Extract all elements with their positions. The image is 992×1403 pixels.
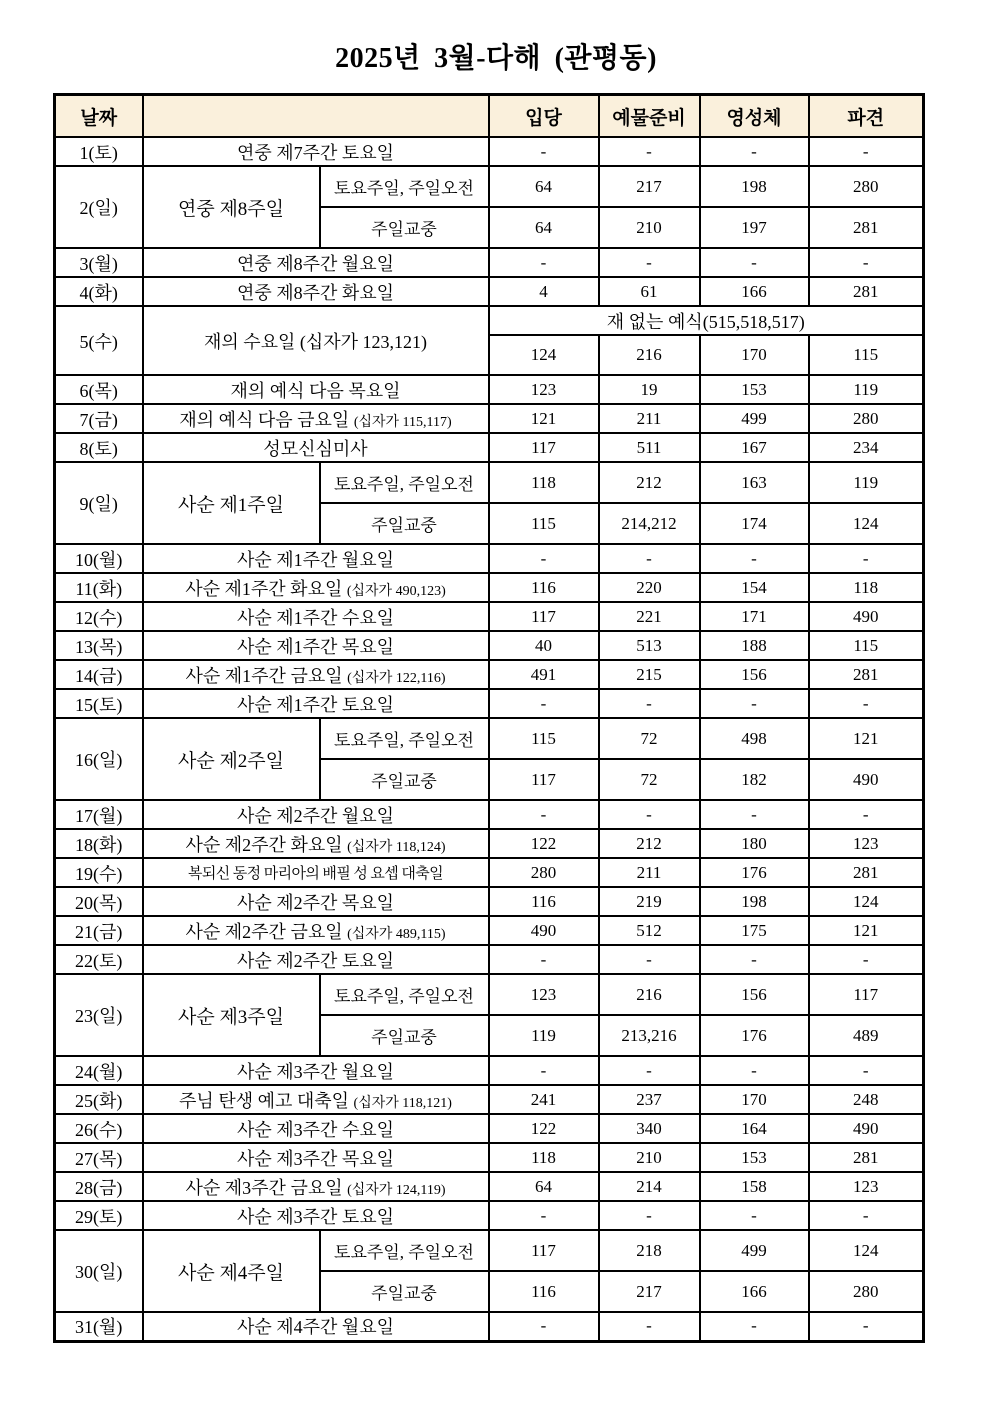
table-row — [55, 631, 924, 660]
mass-label-cell: 주일교중 — [320, 503, 489, 544]
value-cell-entrance: 118 — [489, 1143, 599, 1172]
date-cell: 5(수) — [55, 306, 143, 375]
value-cell-offertory: - — [599, 1056, 700, 1085]
table-row — [55, 306, 924, 335]
table-row — [55, 1172, 924, 1201]
table-row — [55, 1114, 924, 1143]
value-cell-offertory: 340 — [599, 1114, 700, 1143]
value-cell-offertory: 19 — [599, 375, 700, 404]
value-cell-dismissal: 490 — [809, 759, 924, 800]
date-cell: 27(목) — [55, 1143, 143, 1172]
value-cell-offertory: 217 — [599, 1271, 700, 1312]
date-cell: 13(목) — [55, 631, 143, 660]
value-cell-offertory: 212 — [599, 829, 700, 858]
table-row — [55, 800, 924, 829]
value-cell-entrance: 115 — [489, 718, 599, 759]
table-row — [55, 660, 924, 689]
desc-text: 연중 제8주간 월요일 — [236, 253, 395, 274]
desc-text: 사순 제3주간 수요일 — [236, 1119, 395, 1140]
value-cell-offertory: 212 — [599, 462, 700, 503]
date-cell: 24(월) — [55, 1056, 143, 1085]
date-cell: 16(일) — [55, 718, 143, 800]
value-cell-entrance: 116 — [489, 1271, 599, 1312]
desc-text: 사순 제2주간 토요일 — [236, 950, 395, 971]
value-cell-communion: 170 — [700, 335, 809, 375]
value-cell-dismissal: 115 — [809, 631, 924, 660]
header-offertory: 예물준비 — [599, 95, 700, 138]
desc-text: 사순 제3주간 금요일 — [185, 1177, 343, 1198]
date-cell: 28(금) — [55, 1172, 143, 1201]
value-cell-offertory: 219 — [599, 887, 700, 916]
header-date: 날짜 — [55, 95, 143, 138]
value-cell-entrance: 64 — [489, 1172, 599, 1201]
desc-text: 주님 탄생 예고 대축일 — [179, 1090, 350, 1111]
desc-text: 사순 제2주간 월요일 — [236, 805, 395, 826]
desc-text: 사순 제3주간 토요일 — [236, 1206, 395, 1227]
value-cell-offertory: 216 — [599, 974, 700, 1015]
value-cell-communion: 180 — [700, 829, 809, 858]
desc-text: 사순 제2주간 금요일 — [185, 921, 343, 942]
value-cell-dismissal: 118 — [809, 573, 924, 602]
mass-label-cell: 주일교중 — [320, 1015, 489, 1056]
value-cell-communion: 167 — [700, 433, 809, 462]
desc-text: 복되신 동정 마리아의 배필 성 요셉 대축일 — [187, 866, 444, 882]
header-description — [143, 95, 489, 138]
value-cell-offertory: - — [599, 945, 700, 974]
sunday-title-cell: 사순 제4주일 — [143, 1230, 320, 1312]
value-cell-communion: 499 — [700, 1230, 809, 1271]
table-row — [55, 1085, 924, 1114]
date-cell: 4(화) — [55, 277, 143, 306]
mass-label-cell: 토요주일, 주일오전 — [320, 1230, 489, 1271]
table-row — [55, 404, 924, 433]
date-cell: 10(월) — [55, 544, 143, 573]
table-header — [55, 95, 924, 138]
sunday-title-cell: 사순 제3주일 — [143, 974, 320, 1056]
value-cell-entrance: 117 — [489, 1230, 599, 1271]
desc-cell — [143, 375, 489, 404]
desc-cell — [143, 829, 489, 858]
value-cell-entrance: 241 — [489, 1085, 599, 1114]
desc-note: (십자가 490,123) — [346, 583, 446, 599]
value-cell-communion: 166 — [700, 1271, 809, 1312]
mass-label-cell: 토요주일, 주일오전 — [320, 462, 489, 503]
value-cell-communion: 175 — [700, 916, 809, 945]
page-title: 2025년 3월-다해 (관평동) — [335, 43, 657, 74]
value-cell-dismissal: 281 — [809, 207, 924, 248]
date-cell: 9(일) — [55, 462, 143, 544]
date-cell: 2(일) — [55, 166, 143, 248]
value-cell-dismissal: 489 — [809, 1015, 924, 1056]
value-cell-entrance: 280 — [489, 858, 599, 887]
date-cell: 7(금) — [55, 404, 143, 433]
value-cell-dismissal: - — [809, 1201, 924, 1230]
value-cell-offertory: 211 — [599, 404, 700, 433]
date-cell: 18(화) — [55, 829, 143, 858]
desc-cell — [143, 689, 489, 718]
desc-note: (십자가 118,121) — [353, 1095, 452, 1111]
desc-text: 사순 제1주간 토요일 — [236, 694, 395, 715]
value-cell-dismissal: 124 — [809, 1230, 924, 1271]
value-cell-communion: 174 — [700, 503, 809, 544]
value-cell-communion: 153 — [700, 375, 809, 404]
value-cell-entrance: - — [489, 800, 599, 829]
table-row — [55, 1143, 924, 1172]
value-cell-dismissal: 281 — [809, 1143, 924, 1172]
value-cell-entrance: 40 — [489, 631, 599, 660]
value-cell-dismissal: 121 — [809, 718, 924, 759]
value-cell-entrance: 121 — [489, 404, 599, 433]
table-row — [55, 462, 924, 503]
value-cell-communion: 170 — [700, 1085, 809, 1114]
desc-cell — [143, 800, 489, 829]
table-body — [55, 137, 924, 1341]
value-cell-communion: - — [700, 945, 809, 974]
value-cell-offertory: 61 — [599, 277, 700, 306]
value-cell-dismissal: 121 — [809, 916, 924, 945]
value-cell-dismissal: 124 — [809, 887, 924, 916]
header-row — [55, 95, 924, 138]
value-cell-dismissal: - — [809, 1056, 924, 1085]
value-cell-offertory: - — [599, 689, 700, 718]
desc-cell — [143, 1143, 489, 1172]
desc-text: 사순 제1주간 월요일 — [236, 549, 395, 570]
table-row — [55, 166, 924, 207]
date-cell: 1(토) — [55, 137, 143, 166]
mass-label-cell: 주일교중 — [320, 759, 489, 800]
desc-cell — [143, 916, 489, 945]
value-cell-dismissal: 124 — [809, 503, 924, 544]
value-cell-dismissal: - — [809, 544, 924, 573]
header-dismissal: 파견 — [809, 95, 924, 138]
value-cell-dismissal: 119 — [809, 462, 924, 503]
value-cell-entrance: - — [489, 1312, 599, 1341]
value-cell-dismissal: 280 — [809, 404, 924, 433]
desc-cell — [143, 433, 489, 462]
value-cell-communion: 163 — [700, 462, 809, 503]
desc-text: 재의 예식 다음 목요일 — [230, 380, 401, 401]
date-cell: 22(토) — [55, 945, 143, 974]
value-cell-dismissal: 123 — [809, 1172, 924, 1201]
value-cell-offertory: 72 — [599, 759, 700, 800]
desc-text: 연중 제8주간 화요일 — [236, 282, 395, 303]
desc-note: (십자가 122,116) — [347, 670, 446, 686]
value-cell-communion: - — [700, 137, 809, 166]
table-row — [55, 602, 924, 631]
value-cell-dismissal: - — [809, 248, 924, 277]
table-row — [55, 1230, 924, 1271]
desc-text: 성모신심미사 — [263, 438, 368, 459]
value-cell-dismissal: 490 — [809, 1114, 924, 1143]
value-cell-entrance: 118 — [489, 462, 599, 503]
value-cell-offertory: 210 — [599, 207, 700, 248]
desc-text: 사순 제3주간 목요일 — [236, 1148, 395, 1169]
mass-label-cell: 토요주일, 주일오전 — [320, 166, 489, 207]
value-cell-communion: 198 — [700, 887, 809, 916]
sunday-title-cell: 연중 제8주일 — [143, 166, 320, 248]
table-row — [55, 1056, 924, 1085]
value-cell-entrance: 64 — [489, 207, 599, 248]
value-cell-entrance: 117 — [489, 602, 599, 631]
table-row — [55, 858, 924, 887]
value-cell-offertory: 217 — [599, 166, 700, 207]
value-cell-communion: 171 — [700, 602, 809, 631]
header-communion: 영성체 — [700, 95, 809, 138]
desc-cell — [143, 573, 489, 602]
value-cell-communion: 166 — [700, 277, 809, 306]
desc-cell — [143, 1201, 489, 1230]
value-cell-communion: - — [700, 1201, 809, 1230]
value-cell-offertory: - — [599, 1312, 700, 1341]
sunday-title-cell: 사순 제2주일 — [143, 718, 320, 800]
desc-cell — [143, 887, 489, 916]
table-row — [55, 974, 924, 1015]
date-cell: 6(목) — [55, 375, 143, 404]
value-cell-communion: 176 — [700, 1015, 809, 1056]
value-cell-dismissal: 281 — [809, 858, 924, 887]
value-cell-offertory: 511 — [599, 433, 700, 462]
value-cell-offertory: - — [599, 1201, 700, 1230]
table-row — [55, 1312, 924, 1341]
value-cell-communion: - — [700, 1312, 809, 1341]
value-cell-dismissal: 281 — [809, 660, 924, 689]
desc-cell — [143, 1172, 489, 1201]
value-cell-offertory: 237 — [599, 1085, 700, 1114]
value-cell-dismissal: - — [809, 1312, 924, 1341]
desc-text: 연중 제7주간 토요일 — [236, 142, 395, 163]
value-cell-communion: 188 — [700, 631, 809, 660]
date-cell: 25(화) — [55, 1085, 143, 1114]
date-cell: 19(수) — [55, 858, 143, 887]
value-cell-entrance: - — [489, 1056, 599, 1085]
value-cell-offertory: 214 — [599, 1172, 700, 1201]
value-cell-offertory: - — [599, 137, 700, 166]
value-cell-dismissal: 123 — [809, 829, 924, 858]
value-cell-dismissal: 248 — [809, 1085, 924, 1114]
date-cell: 11(화) — [55, 573, 143, 602]
value-cell-entrance: 490 — [489, 916, 599, 945]
table-row — [55, 573, 924, 602]
value-cell-entrance: 124 — [489, 335, 599, 375]
value-cell-dismissal: 117 — [809, 974, 924, 1015]
desc-text: 사순 제1주간 화요일 — [185, 578, 343, 599]
desc-text: 재의 예식 다음 금요일 — [179, 409, 350, 430]
table-row — [55, 1201, 924, 1230]
value-cell-entrance: 64 — [489, 166, 599, 207]
value-cell-communion: 176 — [700, 858, 809, 887]
date-cell: 20(목) — [55, 887, 143, 916]
desc-cell — [143, 660, 489, 689]
value-cell-entrance: 116 — [489, 887, 599, 916]
value-cell-entrance: 123 — [489, 375, 599, 404]
desc-cell — [143, 404, 489, 433]
value-cell-communion: 198 — [700, 166, 809, 207]
table-row — [55, 248, 924, 277]
value-cell-communion: 499 — [700, 404, 809, 433]
value-cell-dismissal: 280 — [809, 166, 924, 207]
desc-cell — [143, 1085, 489, 1114]
date-cell: 3(월) — [55, 248, 143, 277]
value-cell-entrance: 119 — [489, 1015, 599, 1056]
value-cell-communion: - — [700, 1056, 809, 1085]
value-cell-dismissal: 490 — [809, 602, 924, 631]
table-row — [55, 137, 924, 166]
value-cell-communion: - — [700, 689, 809, 718]
desc-note: (십자가 118,124) — [347, 839, 446, 855]
table-row — [55, 544, 924, 573]
table-row — [55, 433, 924, 462]
value-cell-entrance: - — [489, 248, 599, 277]
value-cell-offertory: - — [599, 544, 700, 573]
value-cell-entrance: - — [489, 137, 599, 166]
value-cell-offertory: 213,216 — [599, 1015, 700, 1056]
date-cell: 14(금) — [55, 660, 143, 689]
value-cell-entrance: 117 — [489, 759, 599, 800]
value-cell-communion: 182 — [700, 759, 809, 800]
value-cell-entrance: 122 — [489, 829, 599, 858]
value-cell-entrance: 117 — [489, 433, 599, 462]
value-cell-dismissal: 281 — [809, 277, 924, 306]
table-row — [55, 718, 924, 759]
value-cell-communion: 156 — [700, 974, 809, 1015]
value-cell-entrance: 122 — [489, 1114, 599, 1143]
desc-cell — [143, 1056, 489, 1085]
value-cell-entrance: 115 — [489, 503, 599, 544]
desc-text: 사순 제1주간 수요일 — [236, 607, 395, 628]
value-cell-offertory: 218 — [599, 1230, 700, 1271]
value-cell-dismissal: - — [809, 137, 924, 166]
value-cell-offertory: 215 — [599, 660, 700, 689]
value-cell-dismissal: 119 — [809, 375, 924, 404]
value-cell-offertory: 214,212 — [599, 503, 700, 544]
value-cell-offertory: 72 — [599, 718, 700, 759]
value-cell-communion: 197 — [700, 207, 809, 248]
value-cell-entrance: 123 — [489, 974, 599, 1015]
value-cell-entrance: - — [489, 1201, 599, 1230]
desc-cell — [143, 277, 489, 306]
value-cell-entrance: 116 — [489, 573, 599, 602]
value-cell-entrance: 4 — [489, 277, 599, 306]
desc-cell — [143, 602, 489, 631]
value-cell-offertory: 220 — [599, 573, 700, 602]
value-cell-communion: 154 — [700, 573, 809, 602]
value-cell-communion: 164 — [700, 1114, 809, 1143]
value-cell-dismissal: 234 — [809, 433, 924, 462]
value-cell-offertory: 221 — [599, 602, 700, 631]
value-cell-offertory: - — [599, 248, 700, 277]
date-cell: 29(토) — [55, 1201, 143, 1230]
desc-note: (십자가 489,115) — [347, 926, 446, 942]
value-cell-communion: - — [700, 800, 809, 829]
date-cell: 23(일) — [55, 974, 143, 1056]
desc-cell — [143, 544, 489, 573]
desc-note: (십자가 115,117) — [353, 414, 452, 430]
mass-label-cell: 토요주일, 주일오전 — [320, 974, 489, 1015]
desc-cell — [143, 858, 489, 887]
value-cell-offertory: 216 — [599, 335, 700, 375]
table-row — [55, 945, 924, 974]
schedule-table — [53, 93, 925, 1343]
desc-cell — [143, 945, 489, 974]
desc-text: 사순 제2주간 화요일 — [185, 834, 343, 855]
desc-cell — [143, 631, 489, 660]
date-cell: 30(일) — [55, 1230, 143, 1312]
desc-cell — [143, 1312, 489, 1341]
date-cell: 26(수) — [55, 1114, 143, 1143]
value-cell-entrance: - — [489, 544, 599, 573]
sunday-title-cell: 사순 제1주일 — [143, 462, 320, 544]
value-cell-offertory: - — [599, 800, 700, 829]
desc-note: (십자가 124,119) — [347, 1182, 446, 1198]
value-cell-offertory: 211 — [599, 858, 700, 887]
value-cell-dismissal: - — [809, 945, 924, 974]
header-entrance: 입당 — [489, 95, 599, 138]
date-cell: 15(토) — [55, 689, 143, 718]
date-cell: 17(월) — [55, 800, 143, 829]
desc-cell: 재의 수요일 (십자가 123,121) — [143, 306, 489, 375]
mass-label-cell: 주일교중 — [320, 207, 489, 248]
date-cell: 21(금) — [55, 916, 143, 945]
date-cell: 31(월) — [55, 1312, 143, 1341]
value-cell-dismissal: 280 — [809, 1271, 924, 1312]
value-cell-dismissal: - — [809, 800, 924, 829]
desc-cell — [143, 248, 489, 277]
value-cell-entrance: - — [489, 689, 599, 718]
desc-text: 사순 제1주간 금요일 — [185, 665, 343, 686]
value-cell-entrance: 491 — [489, 660, 599, 689]
value-cell-communion: 158 — [700, 1172, 809, 1201]
desc-text: 사순 제4주간 월요일 — [236, 1317, 395, 1338]
mass-label-cell: 토요주일, 주일오전 — [320, 718, 489, 759]
desc-cell — [143, 137, 489, 166]
value-cell-offertory: 513 — [599, 631, 700, 660]
value-cell-communion: - — [700, 544, 809, 573]
value-cell-entrance: - — [489, 945, 599, 974]
date-cell: 12(수) — [55, 602, 143, 631]
table-row — [55, 916, 924, 945]
value-cell-offertory: 512 — [599, 916, 700, 945]
desc-text: 사순 제3주간 월요일 — [236, 1061, 395, 1082]
desc-cell — [143, 1114, 489, 1143]
value-cell-offertory: 210 — [599, 1143, 700, 1172]
mass-label-cell: 주일교중 — [320, 1271, 489, 1312]
table-row — [55, 277, 924, 306]
date-cell: 8(토) — [55, 433, 143, 462]
table-row — [55, 689, 924, 718]
value-cell-communion: 498 — [700, 718, 809, 759]
table-row — [55, 829, 924, 858]
value-cell-communion: - — [700, 248, 809, 277]
value-cell-dismissal: 115 — [809, 335, 924, 375]
desc-text: 사순 제1주간 목요일 — [236, 636, 395, 657]
desc-text: 사순 제2주간 목요일 — [236, 892, 395, 913]
value-cell-communion: 153 — [700, 1143, 809, 1172]
table-row — [55, 887, 924, 916]
table-row — [55, 375, 924, 404]
rite-note-cell: 재 없는 예식(515,518,517) — [489, 306, 924, 335]
value-cell-communion: 156 — [700, 660, 809, 689]
value-cell-dismissal: - — [809, 689, 924, 718]
